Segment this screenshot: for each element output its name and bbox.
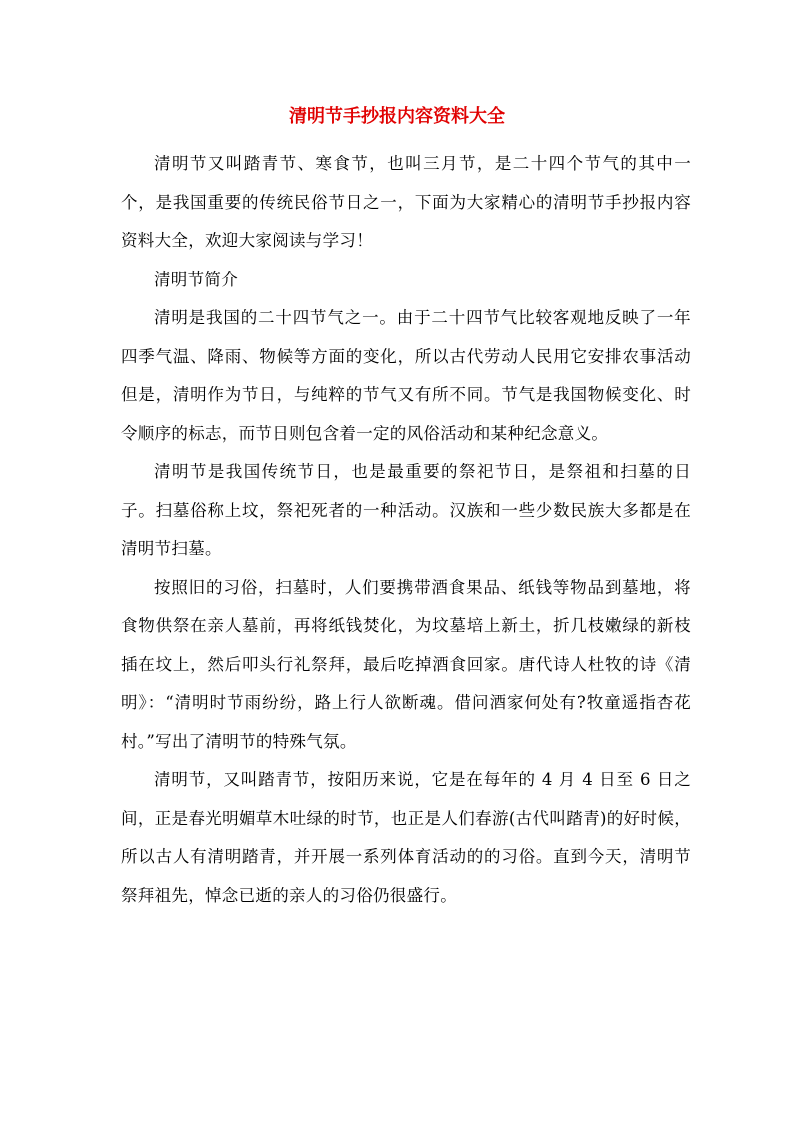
paragraph-tomb-sweeping: 清明节是我国传统节日，也是最重要的祭祀节日，是祭祖和扫墓的日子。扫墓俗称上坟，祭祀死者的一种活动。汉族和一些少数民族大多都是在清明节扫墓。 [121, 462, 691, 558]
paragraph-intro: 清明节又叫踏青节、寒食节，也叫三月节，是二十四个节气的其中一个，是我国重要的传统民俗节日之一，下面为大家精心的清明节手抄报内容资料大全，欢迎大家阅读与学习！ [121, 154, 691, 250]
document-body [121, 145, 691, 915]
paragraph-customs-poem: 按照旧的习俗，扫墓时，人们要携带酒食果品、纸钱等物品到墓地，将食物供祭在亲人墓前，再将纸钱焚化，为坟墓培上新土，折几枝嫩绿的新枝插在坟上，然后叩头行礼祭拜，最后吃掉酒食回家。唐代诗人杜牧的诗《清明》：“清明时节雨纷纷，路上行人欲断魂。借问酒家何处有?牧童遥指杏花村。”写出了清明节的特殊气氛。 [121, 577, 691, 751]
document-title: 清明节手抄报内容资料大全 [289, 106, 505, 127]
section-heading-qingming-intro: 清明节简介 [154, 269, 238, 289]
paragraph-solar-term: 清明是我国的二十四节气之一。由于二十四节气比较客观地反映了一年四季气温、降雨、物候等方面的变化，所以古代劳动人民用它安排农事活动但是，清明作为节日，与纯粹的节气又有所不同。节气是我国物候变化、时令顺序的标志，而节日则包含着一定的风俗活动和某种纪念意义。 [121, 308, 691, 443]
paragraph-taqing: 清明节，又叫踏青节，按阳历来说，它是在每年的 4 月 4 日至 6 日之间，正是春光明媚草木吐绿的时节，也正是人们春游(古代叫踏青)的好时候，所以古人有清明踏青，并开展一系列体育活动的的习俗。直到今天，清明节祭拜祖先，悼念已逝的亲人的习俗仍很盛行。 [121, 770, 691, 905]
